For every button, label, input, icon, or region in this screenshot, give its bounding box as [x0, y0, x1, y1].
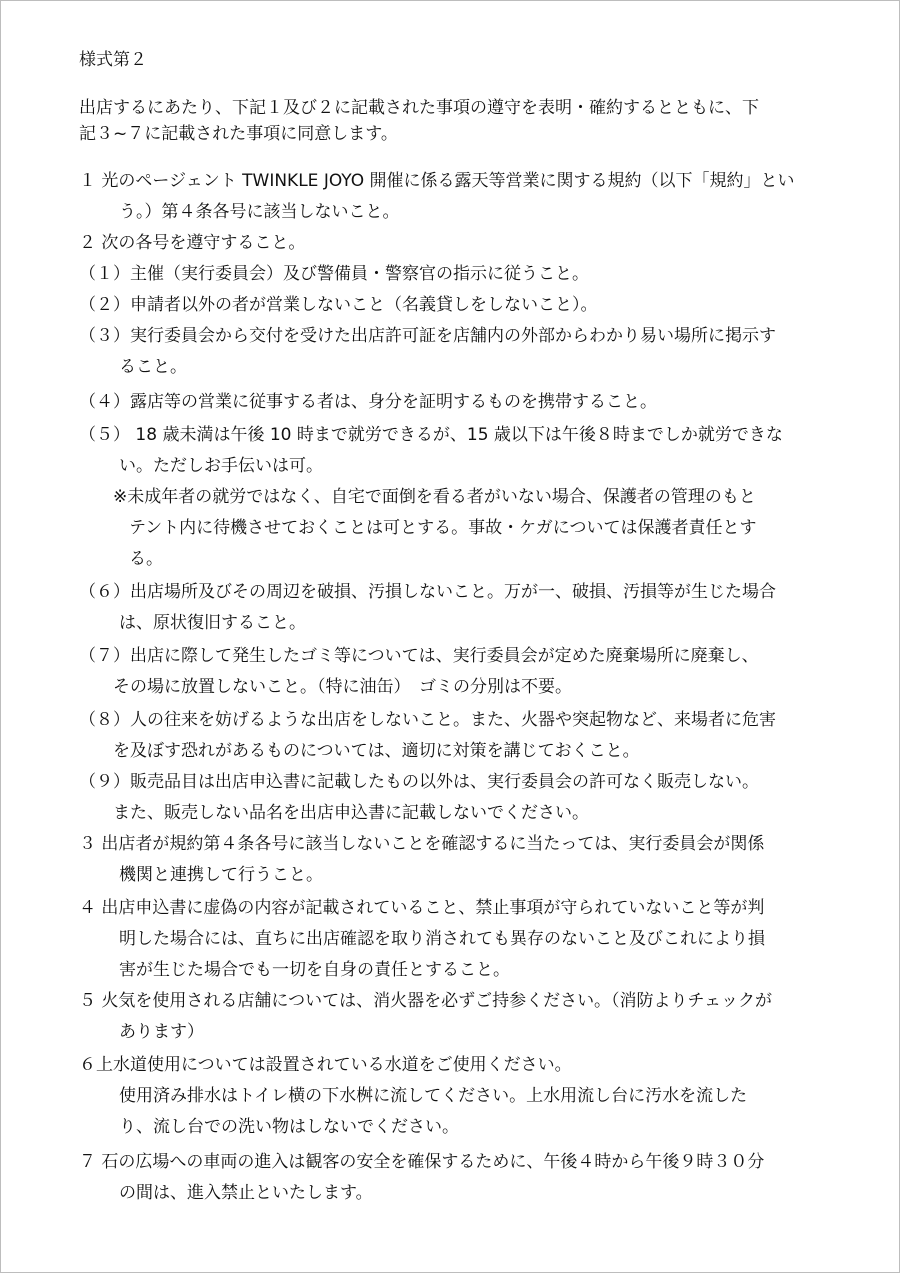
item-2-sub-9-line-2: また、販売しない品名を出店申込書に記載しないでください。 — [113, 803, 589, 823]
item-2-heading: ２ 次の各号を遵守すること。 — [79, 233, 306, 253]
item-6-line-3: り、流し台での洗い物はしないでください。 — [119, 1117, 459, 1137]
item-2-sub-7-line-2: その場に放置しないこと。（特に油缶） ゴミの分別は不要。 — [113, 677, 572, 697]
item-2-sub-6-line-1: （６）出店場所及びその周辺を破損、汚損しないこと。万が一、破損、汚損等が生じた場合 — [79, 582, 776, 602]
item-2-sub-5-line-1: （５） 18 歳未満は午後 10 時まで就労できるが、15 歳以下は午後８時までしか就労できな — [79, 425, 783, 445]
item-2-note-line-2: テント内に待機させておくことは可とする。事故・ケガについては保護者責任とす — [129, 518, 757, 538]
item-5-line-1: ５ 火気を使用される店舗については、消火器を必ずご持参ください。（消防よりチェックが — [79, 991, 773, 1011]
intro-line-2: 記３~７に記載された事項に同意します。 — [79, 124, 398, 144]
item-4-line-2: 明した場合には、直ちに出店確認を取り消されても異存のないこと及びこれにより損 — [119, 929, 765, 949]
item-2-sub-3-line-2: ること。 — [119, 357, 187, 377]
item-5-line-2: あります） — [119, 1022, 204, 1042]
intro-line-1: 出店するにあたり、下記１及び２に記載された事項の遵守を表明・確約するとともに、下 — [79, 98, 759, 118]
item-6-line-1: ６上水道使用については設置されている水道をご使用ください。 — [79, 1055, 572, 1075]
item-1-line-1: １ 光のページェント TWINKLE JOYO 開催に係る露天等営業に関する規約（以下「規約」とい — [79, 171, 795, 191]
item-2-sub-8-line-2: を及ぼす恐れがあるものについては、適切に対策を講じておくこと。 — [113, 741, 640, 761]
form-label: 様式第２ — [79, 50, 147, 70]
item-4-line-3: 害が生じた場合でも一切を自身の責任とすること。 — [119, 960, 510, 980]
item-2-sub-1: （１）主催（実行委員会）及び警備員・警察官の指示に従うこと。 — [79, 264, 589, 284]
item-2-sub-4: （４）露店等の営業に従事する者は、身分を証明するものを携帯すること。 — [79, 392, 657, 412]
item-2-sub-8-line-1: （８）人の往来を妨げるような出店をしないこと。また、火器や突起物など、来場者に危害 — [79, 710, 776, 730]
item-2-sub-7-line-1: （７）出店に際して発生したゴミ等については、実行委員会が定めた廃棄場所に廃棄し、 — [79, 646, 759, 666]
item-2-sub-2: （２）申請者以外の者が営業しないこと（名義貸しをしないこと）。 — [79, 295, 598, 315]
item-4-line-1: ４ 出店申込書に虚偽の内容が記載されていること、禁止事項が守られていないこと等が判 — [79, 898, 765, 918]
item-3-line-2: 機関と連携して行うこと。 — [119, 865, 323, 885]
item-2-sub-5-line-2: い。ただしお手伝いは可。 — [119, 456, 323, 476]
item-2-sub-9-line-1: （９）販売品目は出店申込書に記載したもの以外は、実行委員会の許可なく販売しない。 — [79, 772, 759, 792]
item-6-line-2: 使用済み排水はトイレ横の下水桝に流してください。上水用流し台に汚水を流した — [119, 1086, 748, 1106]
item-2-note-line-1: ※未成年者の就労ではなく、自宅で面倒を看る者がいない場合、保護者の管理のもと — [113, 487, 756, 507]
item-1-line-2: う。）第４条各号に該当しないこと。 — [119, 202, 400, 222]
item-3-line-1: ３ 出店者が規約第４条各号に該当しないことを確認するに当たっては、実行委員会が関係 — [79, 834, 765, 854]
item-7-line-2: の間は、進入禁止といたします。 — [119, 1183, 373, 1203]
item-2-sub-3-line-1: （３）実行委員会から交付を受けた出店許可証を店舗内の外部からわかり易い場所に掲示す — [79, 326, 776, 346]
item-7-line-1: ７ 石の広場への車両の進入は観客の安全を確保するために、午後４時から午後９時３０分 — [79, 1152, 765, 1172]
item-2-sub-6-line-2: は、原状復旧すること。 — [119, 613, 306, 633]
item-2-note-line-3: る。 — [129, 549, 163, 569]
